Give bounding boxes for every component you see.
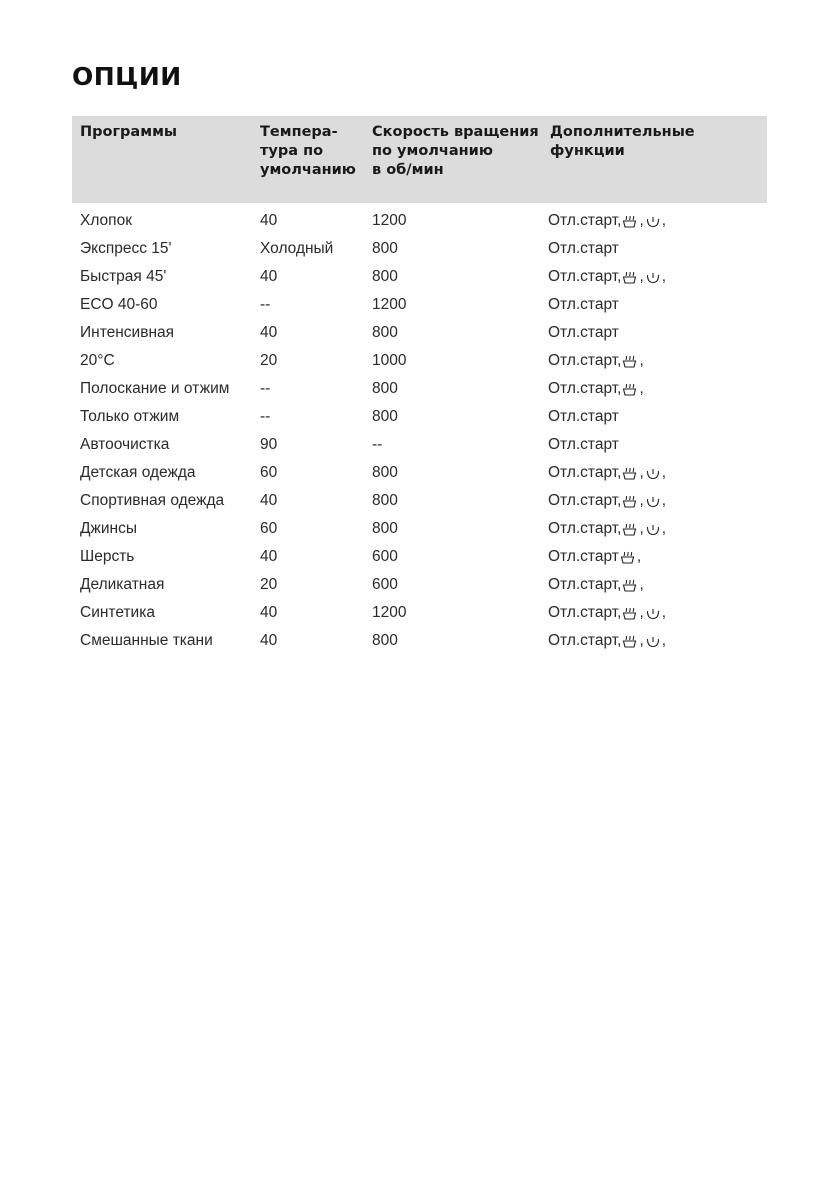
extra-functions-cell (548, 211, 667, 231)
program-cell: ECO 40-60 (80, 296, 158, 313)
separator-comma: , (661, 520, 667, 537)
table-row (72, 491, 767, 519)
table-row (72, 575, 767, 603)
prewash-icon (622, 607, 637, 620)
separator-comma: , (639, 520, 644, 537)
extra-functions-text: Отл.старт (548, 296, 619, 313)
temperature-cell: 40 (260, 604, 278, 621)
extra-functions-cell (548, 491, 667, 511)
speed-cell: 800 (372, 464, 398, 481)
extra-functions-cell (548, 351, 645, 371)
prewash-icon (622, 523, 637, 536)
extra-functions-text: Отл.старт, (548, 268, 622, 285)
extra-rinse-icon (646, 467, 660, 480)
separator-comma: , (661, 464, 667, 481)
extra-functions-cell (548, 295, 619, 315)
temperature-cell: -- (260, 296, 271, 313)
extra-functions-text: Отл.старт, (548, 380, 622, 397)
separator-comma: , (661, 492, 667, 509)
table-header (72, 116, 767, 203)
extra-functions-text: Отл.старт (548, 324, 619, 341)
speed-cell: 800 (372, 632, 398, 649)
program-cell: Джинсы (80, 520, 137, 537)
separator-comma: , (639, 604, 644, 621)
temperature-cell: 40 (260, 268, 278, 285)
temperature-cell: Холодный (260, 240, 334, 257)
extra-rinse-icon (646, 523, 660, 536)
table-row (72, 519, 767, 547)
separator-comma: , (639, 380, 644, 397)
extra-functions-cell (548, 519, 667, 539)
table-row (72, 379, 767, 407)
separator-comma: , (636, 548, 642, 565)
extra-functions-cell (548, 407, 619, 427)
separator-comma: , (661, 604, 667, 621)
program-cell: Интенсивная (80, 324, 175, 341)
extra-functions-text: Отл.старт, (548, 576, 622, 593)
speed-cell: 1200 (372, 604, 407, 621)
extra-functions-text: Отл.старт, (548, 352, 622, 369)
speed-cell: 800 (372, 240, 398, 257)
extra-rinse-icon (646, 495, 660, 508)
separator-comma: , (661, 212, 667, 229)
speed-cell: 800 (372, 380, 398, 397)
program-cell: Деликатная (80, 576, 165, 593)
temperature-cell: 40 (260, 632, 278, 649)
separator-comma: , (639, 268, 644, 285)
header-extra-functions: Дополнительные функции (550, 124, 695, 159)
temperature-cell: 40 (260, 212, 278, 229)
speed-cell: 800 (372, 268, 398, 285)
table-row (72, 463, 767, 491)
extra-functions-text: Отл.старт (548, 548, 619, 565)
extra-functions-cell (548, 267, 667, 287)
prewash-icon (622, 271, 637, 284)
separator-comma: , (639, 352, 644, 369)
program-cell: Детская одежда (80, 464, 196, 481)
separator-comma: , (661, 268, 667, 285)
temperature-cell: 20 (260, 576, 278, 593)
separator-comma: , (639, 492, 644, 509)
extra-rinse-icon (646, 607, 660, 620)
header-temperature: Темпера- тура по умолчанию (260, 124, 356, 178)
extra-functions-text: Отл.старт, (548, 520, 622, 537)
table-row (72, 323, 767, 351)
speed-cell: -- (372, 436, 383, 453)
extra-functions-text: Отл.старт, (548, 604, 622, 621)
extra-functions-text: Отл.старт (548, 408, 619, 425)
table-row (72, 407, 767, 435)
separator-comma: , (639, 464, 644, 481)
speed-cell: 800 (372, 408, 398, 425)
speed-cell: 1000 (372, 352, 407, 369)
program-cell: 20°C (80, 352, 115, 369)
table-row (72, 295, 767, 323)
speed-cell: 800 (372, 520, 398, 537)
extra-functions-cell (548, 463, 667, 483)
prewash-icon (622, 383, 637, 396)
speed-cell: 800 (372, 324, 398, 341)
extra-functions-text: Отл.старт, (548, 492, 622, 509)
temperature-cell: 40 (260, 548, 278, 565)
speed-cell: 1200 (372, 212, 407, 229)
page-title: ОПЦИИ (72, 62, 182, 91)
temperature-cell: 20 (260, 352, 278, 369)
program-cell: Экспресс 15' (80, 240, 172, 257)
extra-functions-cell (548, 575, 645, 595)
temperature-cell: 60 (260, 464, 278, 481)
header-speed: Скорость вращения по умолчанию в об/мин (372, 124, 539, 178)
program-cell: Автоочистка (80, 436, 170, 453)
separator-comma: , (639, 576, 644, 593)
temperature-cell: 40 (260, 324, 278, 341)
extra-functions-cell (548, 435, 619, 455)
extra-functions-text: Отл.старт, (548, 632, 622, 649)
program-cell: Спортивная одежда (80, 492, 225, 509)
table-row (72, 239, 767, 267)
prewash-icon (622, 495, 637, 508)
extra-rinse-icon (646, 635, 660, 648)
program-cell: Быстрая 45' (80, 268, 167, 285)
table-row (72, 211, 767, 239)
program-cell: Шерсть (80, 548, 135, 565)
table-row (72, 435, 767, 463)
speed-cell: 600 (372, 576, 398, 593)
prewash-icon (622, 579, 637, 592)
extra-functions-text: Отл.старт, (548, 212, 622, 229)
temperature-cell: -- (260, 380, 271, 397)
extra-functions-cell (548, 379, 645, 399)
extra-functions-cell (548, 547, 642, 567)
table-row (72, 351, 767, 379)
extra-functions-cell (548, 323, 619, 343)
table-row (72, 547, 767, 575)
speed-cell: 600 (372, 548, 398, 565)
speed-cell: 1200 (372, 296, 407, 313)
program-cell: Синтетика (80, 604, 155, 621)
prewash-icon (620, 551, 635, 564)
extra-rinse-icon (646, 215, 660, 228)
temperature-cell: -- (260, 408, 271, 425)
extra-functions-text: Отл.старт, (548, 464, 622, 481)
header-program: Программы (80, 124, 178, 140)
program-cell: Хлопок (80, 212, 132, 229)
extra-functions-cell (548, 631, 667, 651)
separator-comma: , (639, 212, 644, 229)
program-cell: Только отжим (80, 408, 180, 425)
extra-functions-text: Отл.старт (548, 240, 619, 257)
prewash-icon (622, 215, 637, 228)
table-row (72, 267, 767, 295)
program-cell: Смешанные ткани (80, 632, 213, 649)
temperature-cell: 90 (260, 436, 278, 453)
prewash-icon (622, 635, 637, 648)
separator-comma: , (661, 632, 667, 649)
prewash-icon (622, 355, 637, 368)
program-cell: Полоскание и отжим (80, 380, 230, 397)
speed-cell: 800 (372, 492, 398, 509)
table-row (72, 631, 767, 659)
temperature-cell: 40 (260, 492, 278, 509)
temperature-cell: 60 (260, 520, 278, 537)
extra-functions-cell (548, 603, 667, 623)
extra-rinse-icon (646, 271, 660, 284)
options-table (72, 116, 767, 649)
separator-comma: , (639, 632, 644, 649)
extra-functions-cell (548, 239, 619, 259)
table-row (72, 603, 767, 631)
extra-functions-text: Отл.старт (548, 436, 619, 453)
prewash-icon (622, 467, 637, 480)
